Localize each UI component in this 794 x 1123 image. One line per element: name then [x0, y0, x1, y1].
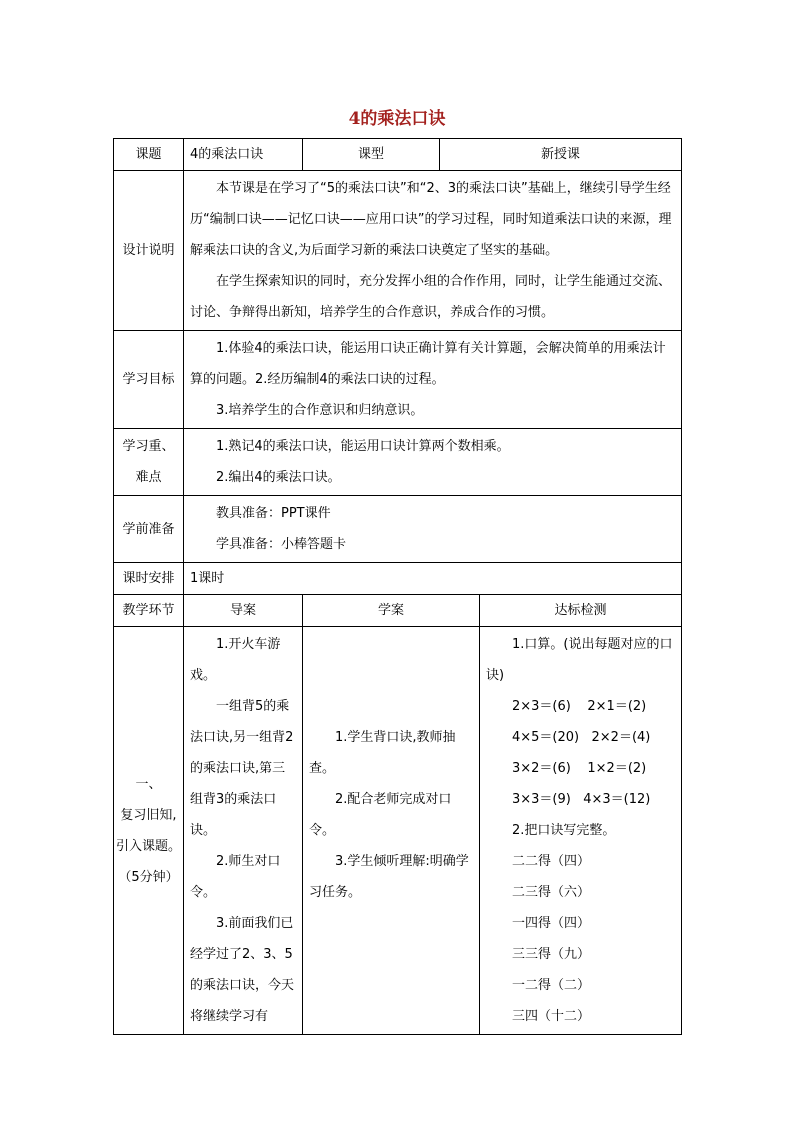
preparation-teacher: 教具准备：PPT课件 [216, 506, 331, 521]
header-row [114, 139, 682, 171]
study-content [303, 627, 480, 1035]
key-points-label-line-1: 学习重、 [122, 439, 175, 454]
guide-paragraph-2: 一组背5的乘法口诀,另一组背2的乘法口诀,第三组背3的乘法口诀。 [190, 699, 294, 838]
stage-one-label [114, 627, 184, 1035]
column-header-study: 学案 [303, 595, 480, 627]
stage-one-label-line-1: 一、 [135, 776, 162, 792]
check-paragraph-1: 1.口算。(说出每题对应的口诀) [486, 637, 673, 683]
columns-header-row [114, 595, 682, 627]
design-paragraph-2: 在学生探索知识的同时，充分发挥小组的合作作用，同时，让学生能通过交流、讨论、争辩得出新知，培养学生的合作意识，养成合作的习惯。 [190, 274, 672, 320]
stage-one-label-line-4: （5分钟） [118, 869, 179, 885]
design-label: 设计说明 [114, 171, 184, 331]
type-label: 课型 [303, 139, 440, 171]
study-paragraph-2: 2.配合老师完成对口令。 [309, 792, 452, 838]
check-fill-2: 二三得（六） [512, 885, 591, 900]
stage-one-label-line-2: 复习旧知, [120, 807, 177, 823]
design-paragraph-1: 本节课是在学习了“5的乘法口诀”和“2、3的乘法口诀”基础上，继续引导学生经历“编制口诀——记忆口诀——应用口诀”的学习过程，同时知道乘法口诀的来源，理解乘法口诀的含义,为后面学习新的乘法口诀奠定了坚实的基础。 [190, 181, 672, 258]
study-paragraph-3: 3.学生倾听理解:明确学习任务。 [309, 854, 469, 900]
stage-one-row [114, 627, 682, 1035]
schedule-value: 1课时 [184, 563, 682, 595]
key-points-row [114, 429, 682, 496]
check-fill-5: 一二得（二） [512, 978, 591, 993]
check-fill-4: 三三得（九） [512, 947, 591, 962]
check-equation-row-3: 3×2＝(6) 1×2＝(2) [512, 761, 647, 776]
key-points-label-line-2: 难点 [135, 470, 162, 485]
check-fill-1: 二二得（四） [512, 854, 591, 869]
preparation-label: 学前准备 [114, 496, 184, 563]
preparation-row [114, 496, 682, 563]
key-points-paragraph-2: 2.编出4的乘法口诀。 [216, 470, 341, 485]
schedule-label: 课时安排 [114, 563, 184, 595]
type-value: 新授课 [440, 139, 682, 171]
goals-paragraph-1: 1.体验4的乘法口诀，能运用口诀正确计算有关计算题，会解决简单的用乘法计算的问题。2.经历编制4的乘法口诀的过程。 [190, 341, 666, 387]
preparation-student: 学具准备：小棒答题卡 [216, 537, 347, 552]
check-paragraph-2: 2.把口诀写完整。 [512, 823, 616, 838]
study-paragraph-1: 1.学生背口诀,教师抽查。 [309, 730, 456, 776]
lesson-plan-table [113, 138, 682, 1035]
column-header-stage: 教学环节 [114, 595, 184, 627]
topic-value: 4的乘法口诀 [184, 139, 303, 171]
check-content [480, 627, 682, 1035]
column-header-guide: 导案 [184, 595, 303, 627]
preparation-content [184, 496, 682, 563]
check-equation-row-4: 3×3＝(9) 4×3＝(12) [512, 792, 651, 807]
check-equation-row-2: 4×5＝(20) 2×2＝(4) [512, 730, 651, 745]
key-points-paragraph-1: 1.熟记4的乘法口诀，能运用口诀计算两个数相乘。 [216, 439, 510, 454]
design-row [114, 171, 682, 331]
goals-label: 学习目标 [114, 331, 184, 429]
guide-content [184, 627, 303, 1035]
goals-content [184, 331, 682, 429]
check-fill-3: 一四得（四） [512, 916, 591, 931]
topic-label: 课题 [114, 139, 184, 171]
stage-one-label-line-3: 引入课题。 [115, 838, 181, 854]
column-header-check: 达标检测 [480, 595, 682, 627]
schedule-row [114, 563, 682, 595]
guide-paragraph-1: 1.开火车游戏。 [190, 637, 281, 683]
key-points-label [114, 429, 184, 496]
design-content [184, 171, 682, 331]
goals-row [114, 331, 682, 429]
guide-paragraph-4: 3.前面我们已经学过了2、3、5的乘法口诀，今天将继续学习有 [190, 916, 295, 1024]
check-fill-6: 三四（十二） [512, 1009, 591, 1024]
document-title: 4的乘法口诀 [348, 109, 446, 129]
key-points-content [184, 429, 682, 496]
guide-paragraph-3: 2.师生对口令。 [190, 854, 281, 900]
check-equation-row-1: 2×3＝(6) 2×1＝(2) [512, 699, 647, 714]
goals-paragraph-2: 3.培养学生的合作意识和归纳意识。 [216, 403, 424, 418]
